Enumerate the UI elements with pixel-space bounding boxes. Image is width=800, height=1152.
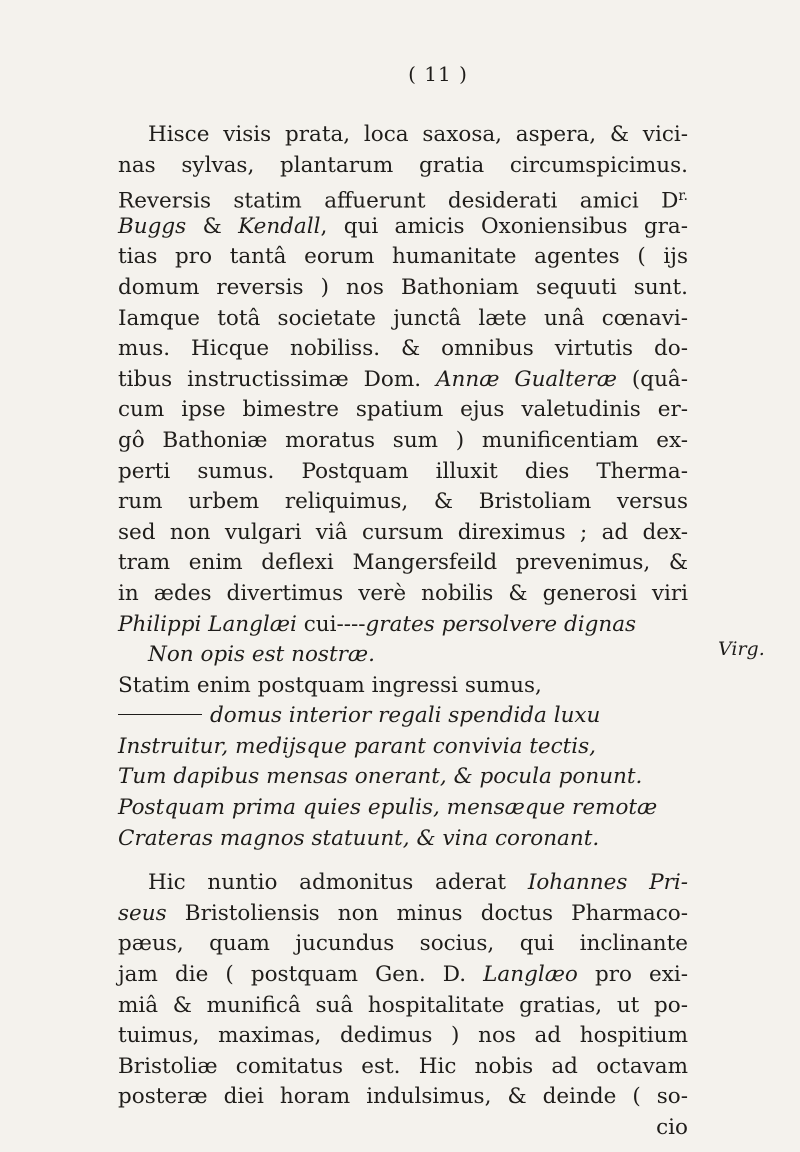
text-line: tuimus, maximas, dedimus ) nos ad hospitium: [118, 1023, 688, 1049]
em-rule: [118, 714, 202, 715]
text-line: sed non vulgari viâ cursum direximus ; ad dex-: [118, 519, 688, 545]
text-line: Hic nuntio admonitus aderat Iohannes Pri-: [148, 870, 689, 896]
verse-line: Instruitur, medijsque parant convivia tectis,: [118, 733, 597, 759]
text-line: nas sylvas, plantarum gratia circumspicimus.: [118, 152, 688, 178]
person-name: Annæ Gualteræ: [436, 366, 617, 392]
text-line: cum ipse bimestre spatium ejus valetudinis er-: [118, 397, 688, 423]
text-line: Hisce visis prata, loca saxosa, aspera, & vici-: [148, 122, 688, 147]
catchword: cio: [656, 1115, 688, 1140]
person-name: Buggs: [118, 213, 187, 239]
text-line: Philippi Langlæi cui----grates persolvere dignas: [118, 611, 637, 637]
text-line: Buggs & Kendall, qui amicis Oxoniensibus gra-: [118, 213, 689, 239]
text-line: Statim enim postquam ingressi sumus,: [118, 672, 542, 698]
text-line: gô Bathoniæ moratus sum ) munificentiam ex-: [118, 427, 688, 453]
text-line: in ædes divertimus verè nobilis & generosi viri: [118, 580, 688, 606]
text-line: Iamque totâ societate junctâ læte unâ cœnavi-: [118, 305, 688, 331]
text-line: rum urbem reliquimus, & Bristoliam versus: [118, 489, 688, 515]
person-name: Kendall: [238, 213, 321, 239]
quotation: grates persolvere dignas: [365, 611, 637, 637]
person-name: Langlæo: [483, 962, 578, 988]
verse-line: Crateras magnos statuunt, & vina coronant.: [118, 825, 600, 851]
page-number: ( 11 ): [408, 62, 468, 86]
person-name: seus: [118, 900, 167, 926]
margin-note: Virg.: [718, 638, 765, 660]
person-name: Iohannes Pri-: [527, 870, 689, 896]
body-text: [118, 120, 688, 1144]
verse-line: Postquam prima quies epulis, mensæque remotæ: [118, 795, 658, 821]
text-line: posteræ diei horam indulsimus, & deinde ( so-: [118, 1084, 688, 1110]
text-line: Bristoliæ comitatus est. Hic nobis ad octavam: [118, 1053, 688, 1079]
paragraph-gap: [118, 854, 688, 868]
text-line: tram enim deflexi Mangersfeild prevenimus, &: [118, 550, 688, 576]
text-line: [118, 640, 688, 671]
text-line: pæus, quam jucundus socius, qui inclinante: [118, 931, 688, 957]
text-line: domum reversis ) nos Bathoniam sequuti sunt.: [118, 274, 688, 300]
paragraph-1: [118, 120, 688, 701]
text-line: tias pro tantâ eorum humanitate agentes ( ijs: [118, 244, 688, 270]
verse-quotation: [118, 701, 688, 854]
verse-line: domus interior regali spendida luxu: [118, 701, 688, 732]
person-name: Philippi Langlæi: [118, 611, 297, 637]
verse-line: Tum dapibus mensas onerant, & pocula ponunt.: [118, 764, 643, 790]
text-line: tibus instructissimæ Dom. Annæ Gualteræ (quâ-: [118, 366, 688, 392]
text-line: mus. Hicque nobiliss. & omnibus virtutis do-: [118, 336, 688, 362]
paragraph-2: [118, 868, 688, 1143]
text-line: seus Bristoliensis non minus doctus Pharmaco-: [118, 900, 688, 926]
text-line: Reversis statim affuerunt desiderati amici $D^{r.}$: [118, 188, 688, 214]
text-line: perti sumus. Postquam illuxit dies Therma-: [118, 458, 688, 484]
text-line: jam die ( postquam Gen. D. Langlæo pro exi-: [118, 962, 688, 988]
quotation: Non opis est nostræ.: [148, 642, 375, 668]
text-line: miâ & munificâ suâ hospitalitate gratias, ut po-: [118, 992, 688, 1018]
